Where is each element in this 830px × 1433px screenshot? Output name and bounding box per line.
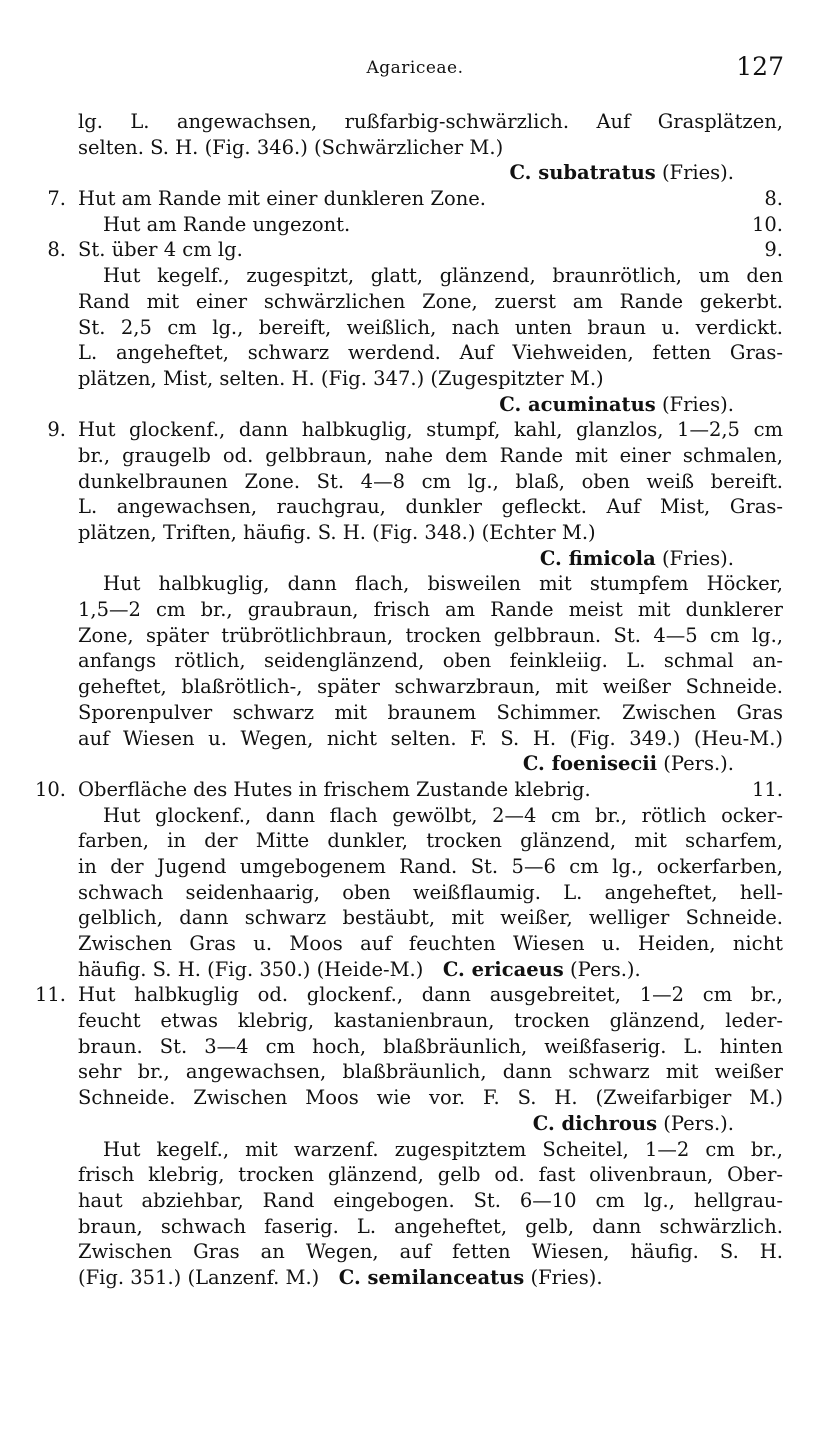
line-text: Zwischen Gras an Wegen, auf fetten Wiesen, häufig. S. H. [78, 1240, 783, 1264]
text-line [0, 957, 830, 983]
key-lead-number: 10. [751, 212, 783, 236]
text-line [0, 392, 830, 418]
text-line [0, 1265, 830, 1291]
key-number: 8. [47, 238, 66, 262]
line-text: häufig. S. H. (Fig. 350.) (Heide-M.) C. ericaeus (Pers.). [78, 957, 641, 981]
text-line [0, 1137, 830, 1163]
text-line [0, 726, 830, 752]
species-binomial: C. subatratus [509, 161, 656, 185]
text-line [0, 315, 830, 341]
text-line [0, 1034, 830, 1060]
line-text: Zwischen Gras u. Moos auf feuchten Wiesen u. Heiden, nicht [78, 932, 783, 955]
text-line [0, 777, 830, 803]
line-text: Hut am Rande ungezont. [103, 212, 351, 236]
text-line [0, 160, 830, 186]
text-line [0, 263, 830, 289]
text-line [0, 443, 830, 469]
line-text: br., graugelb od. gelbbraun, nahe dem Rande mit einer schmalen, [78, 443, 783, 467]
text-line [0, 237, 830, 263]
line-text: Oberfläche des Hutes in frischem Zustande klebrig. [78, 777, 591, 801]
line-text: plätzen, Mist, selten. H. (Fig. 347.) (Zugespitzter M.) [78, 366, 604, 390]
line-text: 1,5—2 cm br., graubraun, frisch am Rande meist mit dunklerer [78, 598, 783, 622]
line-text: selten. S. H. (Fig. 346.) (Schwärzlicher M.) [78, 135, 504, 159]
text-line [0, 648, 830, 674]
species-name [540, 546, 734, 572]
line-text: anfangs rötlich, seidenglänzend, oben feinkleiig. L. schmal an- [78, 649, 783, 673]
page-body [0, 109, 830, 1291]
line-text: Hut glockenf., dann flach gewölbt, 2—4 cm br., rötlich ocker- [103, 803, 783, 827]
text-line [0, 751, 830, 777]
line-text: Hut halbkuglig, dann flach, bisweilen mit stumpfem Höcker, [103, 572, 783, 596]
key-lead-number: 9. [764, 238, 783, 262]
species-binomial: C. dichrous [532, 1111, 658, 1135]
text-line [0, 1214, 830, 1240]
text-line [0, 546, 830, 572]
line-text: Hut halbkuglig od. glockenf., dann ausgebreitet, 1—2 cm br., [78, 983, 783, 1007]
key-number: 7. [47, 187, 66, 211]
key-number: 9. [47, 418, 66, 442]
page-header [0, 52, 830, 88]
line-text: Hut kegelf., zugespitzt, glatt, glänzend, braunrötlich, um den [103, 264, 783, 288]
line-text: L. angewachsen, rauchgrau, dunkler gefleckt. Auf Mist, Gras- [78, 495, 783, 519]
text-line [0, 289, 830, 315]
species-author: (Pers.). [663, 1111, 734, 1135]
line-text: Schneide. Zwischen Moos wie vor. F. S. H. (Zweifarbiger M.) [78, 1086, 783, 1110]
text-line [0, 1008, 830, 1034]
line-text: auf Wiesen u. Wegen, nicht selten. F. S. H. (Fig. 349.) (Heu-M.) [78, 726, 783, 750]
species-author: (Fries). [661, 161, 734, 185]
text-line [0, 854, 830, 880]
text-line [0, 520, 830, 546]
key-number: 11. [34, 983, 66, 1007]
text-line [0, 880, 830, 906]
text-line [0, 340, 830, 366]
species-name [339, 1266, 603, 1289]
species-binomial: C. semilanceatus [338, 1265, 525, 1289]
text-line [0, 135, 830, 161]
species-binomial: C. foenisecii [522, 752, 658, 776]
species-author: (Fries). [661, 546, 734, 570]
text-line [0, 828, 830, 854]
line-text: L. angeheftet, schwarz werdend. Auf Viehweiden, fetten Gras- [78, 341, 783, 365]
species-name [499, 392, 734, 418]
line-text: braun, schwach faserig. L. angeheftet, gelb, dann schwärzlich. [78, 1214, 783, 1238]
line-text: Zone, später trübrötlichbraun, trocken gelbbraun. St. 4—5 cm lg., [78, 623, 783, 647]
text-line [0, 186, 830, 212]
text-line [0, 700, 830, 726]
text-line [0, 1162, 830, 1188]
line-text: dunkelbraunen Zone. St. 4—8 cm lg., blaß, oben weiß bereift. [78, 469, 783, 493]
line-text: geheftet, blaßrötlich-, später schwarzbraun, mit weißer Schneide. [78, 675, 783, 699]
text-line [0, 417, 830, 443]
text-line [0, 1111, 830, 1137]
species-binomial: C. acuminatus [499, 392, 656, 416]
text-line [0, 674, 830, 700]
text-line [0, 1188, 830, 1214]
line-text: farben, in der Mitte dunkler, trocken glänzend, mit scharfem, [78, 829, 783, 853]
line-text: gelblich, dann schwarz bestäubt, mit weißer, welliger Schneide. [78, 906, 783, 930]
text-line [0, 109, 830, 135]
text-line [0, 803, 830, 829]
line-text: plätzen, Triften, häufig. S. H. (Fig. 348.) (Echter M.) [78, 521, 596, 544]
species-binomial: C. fimicola [539, 546, 656, 570]
text-line [0, 597, 830, 623]
text-line [0, 623, 830, 649]
text-line [0, 1239, 830, 1265]
running-title: Agariceae. [366, 58, 464, 78]
species-author: (Fries). [661, 392, 734, 416]
species-name [533, 1111, 734, 1137]
line-text: braun. St. 3—4 cm hoch, blaßbräunlich, weißfaserig. L. hinten [78, 1034, 783, 1058]
line-text: Hut glockenf., dann halbkuglig, stumpf, kahl, glanzlos, 1—2,5 cm [78, 418, 783, 442]
line-text: sehr br., angewachsen, blaßbräunlich, dann schwarz mit weißer [78, 1060, 783, 1084]
line-text: haut abziehbar, Rand eingebogen. St. 6—10 cm lg., hellgrau- [78, 1188, 783, 1212]
line-text: Hut am Rande mit einer dunkleren Zone. [78, 187, 487, 211]
line-text: Sporenpulver schwarz mit braunem Schimmer. Zwischen Gras [78, 700, 783, 724]
page-number: 127 [736, 52, 784, 81]
text-line [0, 1085, 830, 1111]
text-line [0, 494, 830, 520]
line-text: frisch klebrig, trocken glänzend, gelb od. fast olivenbraun, Ober- [78, 1163, 783, 1187]
species-author: (Fries). [530, 1265, 603, 1289]
line-text: schwach seidenhaarig, oben weißflaumig. L. angeheftet, hell- [78, 880, 783, 904]
species-binomial: C. ericaeus [442, 957, 564, 981]
text-line [0, 931, 830, 957]
line-text: St. 2,5 cm lg., bereift, weißlich, nach unten braun u. verdickt. [78, 315, 783, 339]
line-text: in der Jugend umgebogenem Rand. St. 5—6 cm lg., ockerfarben, [78, 854, 783, 878]
species-name [523, 751, 734, 777]
key-number: 10. [34, 777, 66, 801]
text-line [0, 366, 830, 392]
text-line [0, 212, 830, 238]
text-line [0, 571, 830, 597]
species-author: (Pers.). [663, 752, 734, 776]
key-lead-number: 11. [751, 777, 783, 801]
line-text: St. über 4 cm lg. [78, 238, 243, 262]
species-author: (Pers.). [569, 957, 641, 981]
species-name [509, 160, 734, 186]
text-line [0, 905, 830, 931]
text-line [0, 1059, 830, 1085]
line-text: feucht etwas klebrig, kastanienbraun, trocken glänzend, leder- [78, 1009, 783, 1033]
key-lead-number: 8. [764, 187, 783, 211]
text-line [0, 982, 830, 1008]
line-text: (Fig. 351.) (Lanzenf. M.) C. semilanceatus (Fries). [78, 1265, 603, 1289]
text-line [0, 469, 830, 495]
line-text: Rand mit einer schwärzlichen Zone, zuerst am Rande gekerbt. [78, 289, 783, 313]
line-text: lg. L. angewachsen, rußfarbig-schwärzlich. Auf Grasplätzen, [78, 110, 783, 133]
species-name [443, 958, 641, 981]
line-text: Hut kegelf., mit warzenf. zugespitztem Scheitel, 1—2 cm br., [103, 1137, 783, 1161]
